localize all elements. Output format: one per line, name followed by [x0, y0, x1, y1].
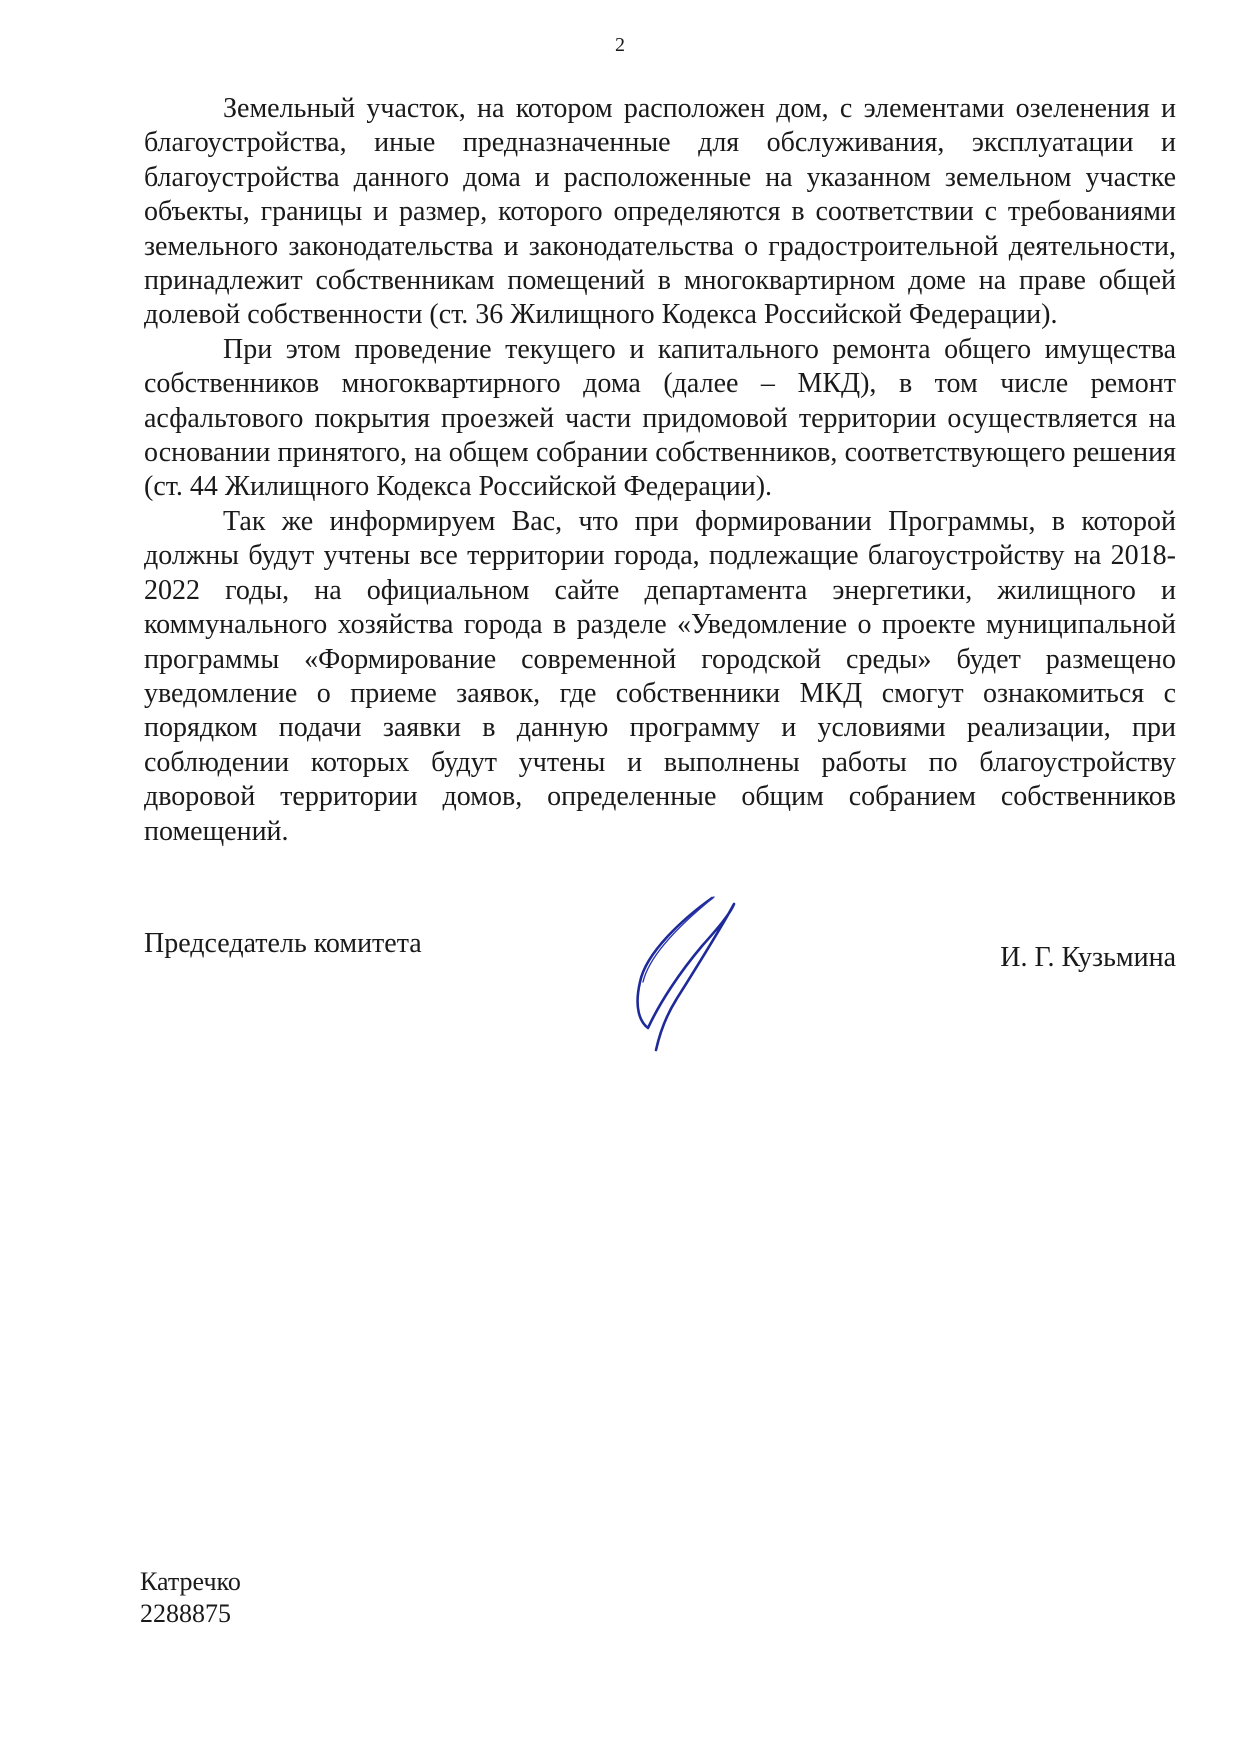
executor-phone: 2288875 [140, 1599, 231, 1628]
letter-body [144, 92, 1176, 849]
paragraph-program: Так же информируем Вас, что при формировании Программы, в которой должны будут учтены все территории города, подлежащие благоустройству на 2018-2022 годы, на официальном сайте департамента энергетики, жилищного и коммунального хозяйства города в разделе «Уведомление о проекте муниципальной программы «Формирование современной городской среды» будет размещено уведомление о приеме заявок, где собственники МКД смогут ознакомиться с порядком подачи заявки в данную программу и условиями реализации, при соблюдении которых будут учтены и выполнены работы по благоустройству дворовой территории домов, определенные общим собранием собственников помещений. [144, 505, 1176, 847]
signatory-position: Председатель комитета [144, 928, 422, 959]
executor-info [140, 1566, 241, 1630]
handwritten-signature [604, 890, 804, 1060]
paragraph-land-plot: Земельный участок, на котором расположен дом, с элементами озеленения и благоустройства, иные предназначенные для обслуживания, эксплуатации и благоустройства данного дома и расположенные на указанном земельном участке объекты, границы и размер, которого определяются в соответствии с требованиями земельного законодательства и законодательства о градостроительной деятельности, принадлежит собственникам помещений в многоквартирном доме на праве общей долевой собственности (ст. 36 Жилищного Кодекса Российской Федерации). [144, 93, 1176, 331]
page-number: 2 [615, 34, 625, 56]
signatory-name: И. Г. Кузьмина [1000, 942, 1176, 973]
paragraph-repair: При этом проведение текущего и капитального ремонта общего имущества собственников многоквартирного дома (далее – МКД), в том числе ремонт асфальтового покрытия проезжей части придомовой территории осуществляется на основании принятого, на общем собрании собственников, соответствующего решения (ст. 44 Жилищного Кодекса Российской Федерации). [144, 333, 1176, 503]
signature-block [144, 928, 1176, 1048]
executor-name: Катречко [140, 1567, 241, 1596]
